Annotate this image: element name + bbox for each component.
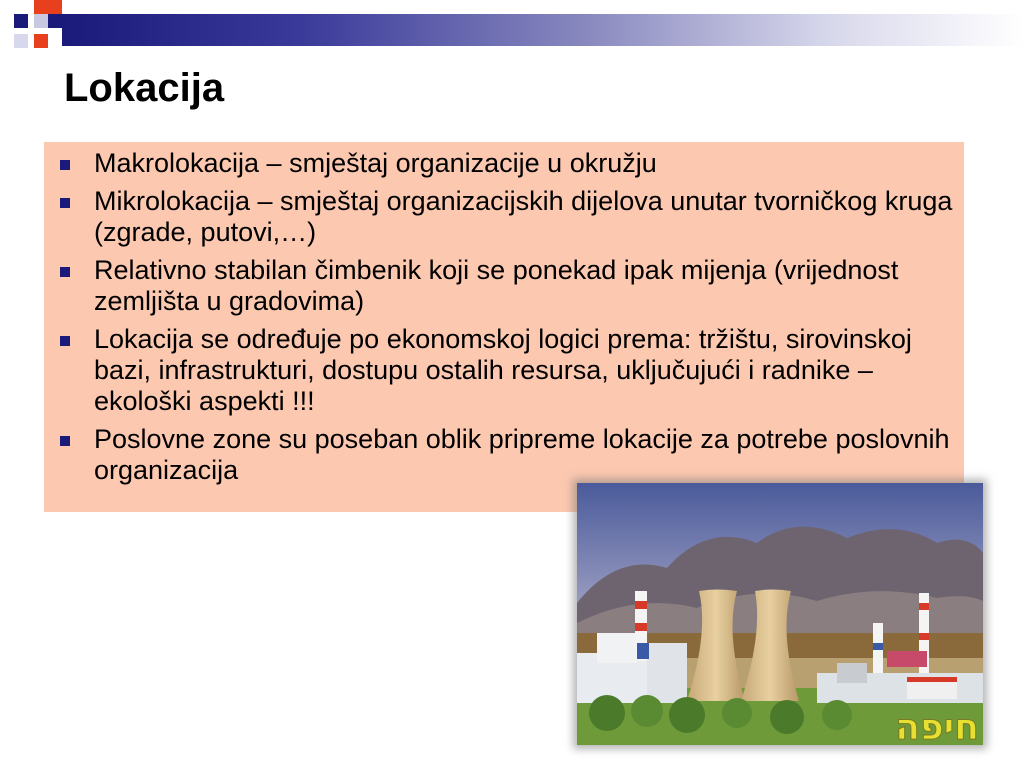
bullet-item [58, 186, 958, 248]
deco-square-red [48, 0, 62, 14]
bullet-text: Lokacija se određuje po ekonomskoj logici prema: tržištu, sirovinskoj bazi, infrastrukturi, dostupu ostalih resursa, uključujući i radnike – ekološki aspekti !!! [94, 324, 912, 416]
deco-square-light [34, 14, 48, 28]
square-bullet-icon [60, 267, 70, 277]
bullet-text: Relativno stabilan čimbenik koji se ponekad ipak mijenja (vrijednost zemljišta u gradovima) [94, 255, 899, 316]
square-bullet-icon [60, 198, 70, 208]
square-bullet-icon [60, 336, 70, 346]
bullet-list [58, 148, 958, 493]
slide-title: Lokacija [64, 66, 225, 110]
bullet-item [58, 148, 958, 179]
content-box [44, 142, 964, 512]
illustration-caption: חיפה [895, 707, 979, 745]
deco-square-red [34, 34, 48, 48]
header-gradient-bar [62, 14, 1024, 46]
bullet-text: Mikrolokacija – smještaj organizacijskih dijelova unutar tvorničkog kruga (zgrade, putovi,…) [94, 186, 953, 247]
deco-square-red [34, 0, 48, 14]
bullet-text: Makrolokacija – smještaj organizacije u okružju [94, 148, 657, 178]
deco-square-navy [48, 14, 62, 28]
bullet-item [58, 324, 958, 417]
bullet-item [58, 255, 958, 317]
bullet-text: Poslovne zone su poseban oblik pripreme lokacije za potrebe poslovnih organizacija [94, 424, 950, 485]
factory-landscape-icon [577, 483, 983, 745]
factory-illustration [577, 483, 983, 745]
bullet-item [58, 424, 958, 486]
deco-square-light [14, 34, 28, 48]
square-bullet-icon [60, 436, 70, 446]
square-bullet-icon [60, 160, 70, 170]
deco-square-navy [14, 14, 28, 28]
